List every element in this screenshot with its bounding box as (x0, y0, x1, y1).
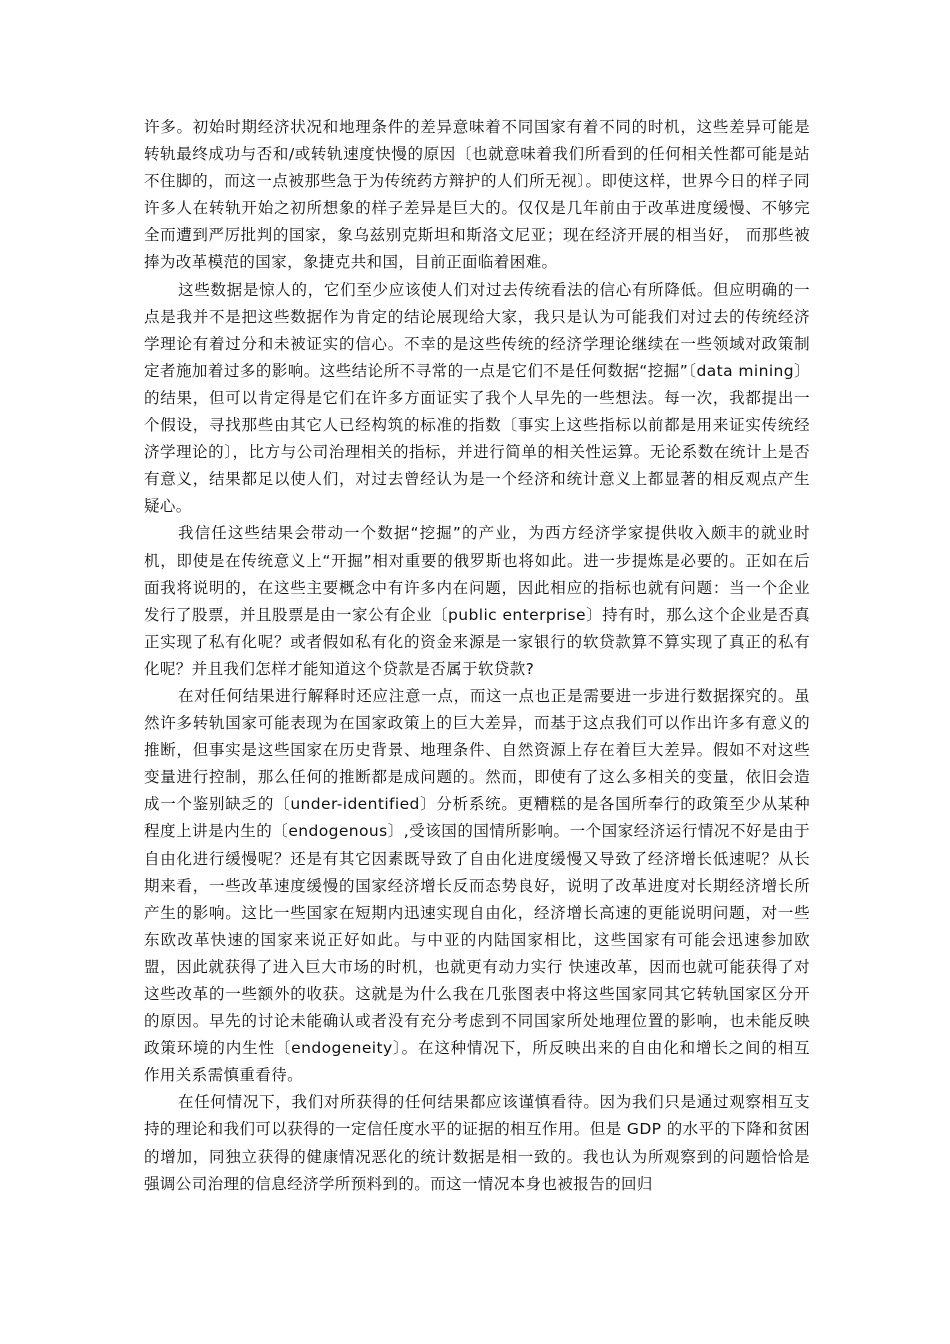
paragraph-5: 在任何情况下，我们对所获得的任何结果都应该谨慎看待。因为我们只是通过观察相互支持的理论和我们可以获得的一定信任度水平的证据的相互作用。但是 GDP 的水平的下降和贫困的增加，同独立获得的健康情况恶化的统计数据是相一致的。我也认为所观察到的问题恰恰是强调公司治理的信息经济学所预料到的。而这一情况本身也被报告的回归 (144, 1093, 810, 1193)
paragraph-3: 我信任这些结果会带动一个数据“挖掘”的产业，为西方经济学家提供收入颇丰的就业时机，即使是在传统意义上“开掘”相对重要的俄罗斯也将如此。进一步提炼是必要的。正如在后面我将说明的，在这些主要概念中有许多内在问题，因此相应的指标也就有问题：当一个企业发行了股票，并且股票是由一家公有企业〔public enterprise〕持有时，那么这个企业是否真正实现了私有化呢？或者假如私有化的资金来源是一家银行的软贷款算不算实现了真正的私有化呢？并且我们怎样才能知道这个贷款是否属于软贷款? (144, 524, 810, 678)
paragraph-2: 这些数据是惊人的，它们至少应该使人们对过去传统看法的信心有所降低。但应明确的一点是我并不是把这些数据作为肯定的结论展现给大家，我只是认为可能我们对过去的传统经济学理论有着过分和未被证实的信心。不幸的是这些传统的经济学理论继续在一些领域对政策制定者施加着过多的影响。这些结论所不寻常的一点是它们不是任何数据“挖掘”〔data mining〕的结果，但可以肯定得是它们在许多方面证实了我个人早先的一些想法。每一次，我都提出一个假设，寻找那些由其它人已经构筑的标准的指数〔事实上这些指标以前都是用来证实传统经济学理论的〕，比方与公司治理相关的指标，并进行简单的相关性运算。无论系数在统计上是否有意义，结果都足以使人们，对过去曾经认为是一个经济和统计意义上都显著的相反观点产生疑心。 (144, 280, 810, 516)
paragraph-4: 在对任何结果进行解释时还应注意一点，而这一点也正是需要进一步进行数据探究的。虽然许多转轨国家可能表现为在国家政策上的巨大差异，而基于这点我们可以作出许多有意义的推断，但事实是这些国家在历史背景、地理条件、自然资源上存在着巨大差异。假如不对这些变量进行控制，那么任何的推断都是成问题的。然而，即使有了这么多相关的变量，依旧会造成一个鉴别缺乏的〔under-identified〕分析系统。更糟糕的是各国所奉行的政策至少从某种程度上讲是内生的〔endogenous〕,受该国的国情所影响。一个国家经济运行情况不好是由于自由化进行缓慢呢？还是有其它因素既导致了自由化进度缓慢又导致了经济增长低速呢？从长期来看，一些改革速度缓慢的国家经济增长反而态势良好，说明了改革进度对长期经济增长所产生的影响。这比一些国家在短期内迅速实现自由化，经济增长高速的更能说明问题，对一些东欧改革快速的国家来说正好如此。与中亚的内陆国家相比，这些国家有可能会迅速参加欧盟，因此就获得了进入巨大市场的时机，也就更有动力实行 快速改革，因而也就可能获得了对这些改革的一些额外的收获。这就是为什么我在几张图表中将这些国家同其它转轨国家区分开的原因。早先的讨论未能确认或者没有充分考虑到不同国家所处地理位置的影响，也未能反映政策环境的内生性〔endogeneity〕。在这种情况下，所反映出来的自由化和增长之间的相互作用关系需慎重看待。 (144, 686, 810, 1085)
paragraph-1: 许多。初始时期经济状况和地理条件的差异意味着不同国家有着不同的时机，这些差异可能是转轨最终成功与否和/或转轨速度快慢的原因〔也就意味着我们所看到的任何相关性都可能是站不住脚的，而这一点被那些急于为传统药方辩护的人们所无视〕。即使这样，世界今日的样子同许多人在转轨开始之初所想象的样子差异是巨大的。仅仅是几年前由于改革进度缓慢、不够完全而遭到严厉批判的国家，象乌兹别克斯坦和斯洛文尼亚；现在经济开展的相当好， 而那些被捧为改革模范的国家，象捷克共和国，目前正面临着困难。 (144, 118, 810, 272)
document-body (144, 114, 810, 1198)
